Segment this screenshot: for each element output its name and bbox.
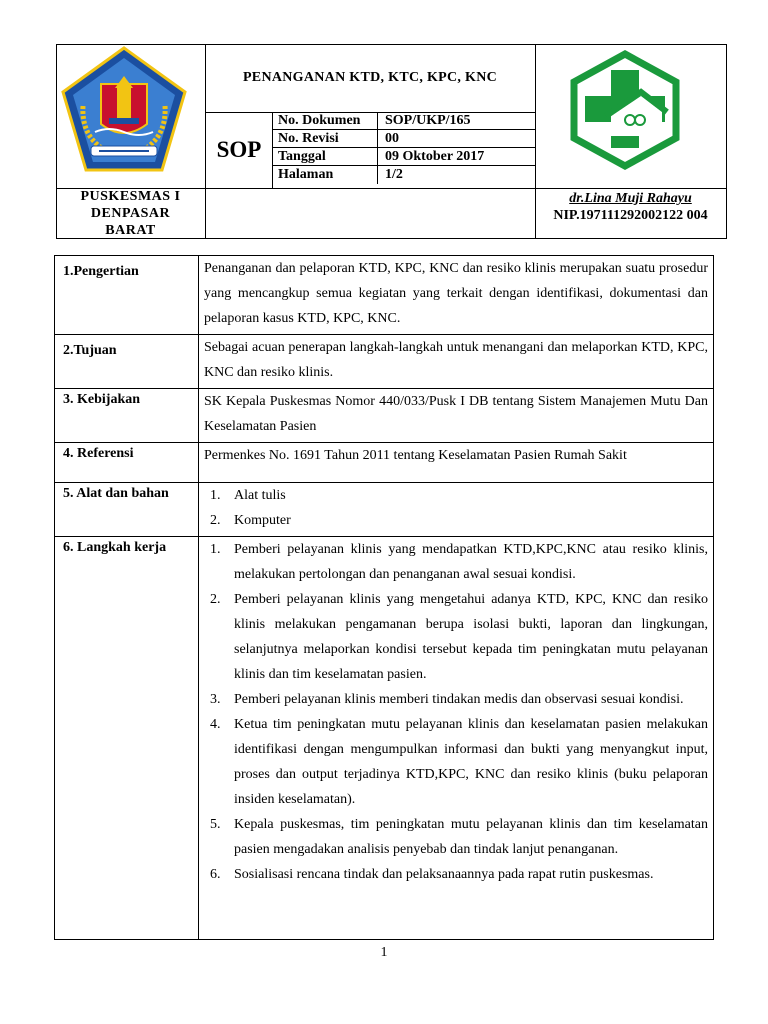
list-text: Ketua tim peningkatan mutu pelayanan klinis dan keselamatan pasien melakukan identifikasi dengan mengumpulkan informasi dan bukti yang menyangkut input, proses dan output terjadinya KTD,KPC, KNC dan resiko klinis (buku pelaporan insiden keselamatan). xyxy=(234,717,708,807)
section-row xyxy=(55,483,714,537)
section-content: Permenkes No. 1691 Tahun 2011 tentang Keselamatan Pasien Rumah Sakit xyxy=(199,443,714,483)
list-number: 2. xyxy=(210,513,221,528)
denpasar-city-emblem-icon xyxy=(61,46,188,174)
signatory-nip: NIP.197111292002122 004 xyxy=(553,208,708,223)
list-text: Komputer xyxy=(234,513,291,528)
doc-info-value: 1/2 xyxy=(385,167,403,182)
procedure-steps-list xyxy=(204,537,708,887)
section-content: SK Kepala Puskesmas Nomor 440/033/Pusk I DB tentang Sistem Manajemen Mutu Dan Keselamatan Pasien xyxy=(199,389,714,443)
section-label: 2.Tujuan xyxy=(55,335,199,389)
organization-line: BARAT xyxy=(105,223,156,238)
header-border-right xyxy=(726,44,727,239)
section-row xyxy=(55,389,714,443)
organization-name xyxy=(56,188,205,238)
section-row xyxy=(55,335,714,389)
section-label: 4. Referensi xyxy=(55,443,199,483)
doc-info-row xyxy=(272,148,535,166)
doc-info-key: No. Revisi xyxy=(272,130,378,147)
doc-info-row xyxy=(272,112,535,130)
page-number: 1 xyxy=(380,945,388,960)
doc-info-value: 09 Oktober 2017 xyxy=(385,149,485,164)
list-text: Pemberi pelayanan klinis yang mendapatkan KTD,KPC,KNC atau resiko klinis, melakukan pertolongan dan penanganan awal sesuai kondisi. xyxy=(234,542,708,582)
list-number: 4. xyxy=(210,717,221,732)
section-row xyxy=(55,537,714,940)
section-row xyxy=(55,443,714,483)
section-label: 1.Pengertian xyxy=(55,256,199,335)
section-label: 6. Langkah kerja xyxy=(55,537,199,940)
signatory-block xyxy=(535,190,726,238)
section-label: 3. Kebijakan xyxy=(55,389,199,443)
list-number: 5. xyxy=(210,817,221,832)
list-item xyxy=(204,537,708,587)
section-content xyxy=(199,537,714,940)
section-content: Penanganan dan pelaporan KTD, KPC, KNC dan resiko klinis merupakan suatu prosedur yang mencangkup semua kegiatan yang terkait dengan identifikasi, dokumentasi dan pelaporan kasus KTD, KPC, KNC. xyxy=(199,256,714,335)
organization-line: DENPASAR xyxy=(90,206,171,221)
sop-content-table xyxy=(54,255,714,940)
list-text: Alat tulis xyxy=(234,488,286,503)
document-title: PENANGANAN KTD, KTC, KPC, KNC xyxy=(242,70,498,85)
list-item xyxy=(204,483,708,508)
doc-info-key: No. Dokumen xyxy=(272,112,378,129)
doc-info-key: Halaman xyxy=(272,166,378,184)
doc-info-value: 00 xyxy=(385,131,399,146)
list-text: Pemberi pelayanan klinis memberi tindakan medis dan observasi sesuai kondisi. xyxy=(234,692,684,707)
signatory-name: dr.Lina Muji Rahayu xyxy=(569,191,692,206)
section-content: Sebagai acuan penerapan langkah-langkah untuk menangani dan melaporkan KTD, KPC, KNC dan resiko klinis. xyxy=(199,335,714,389)
list-number: 2. xyxy=(210,592,221,607)
sop-label: SOP xyxy=(216,137,262,162)
doc-info-key: Tanggal xyxy=(272,148,378,165)
section-row xyxy=(55,256,714,335)
list-number: 1. xyxy=(210,488,221,503)
doc-info-value: SOP/UKP/165 xyxy=(385,113,471,128)
tools-list xyxy=(204,483,708,533)
doc-info-row xyxy=(272,130,535,148)
list-number: 3. xyxy=(210,692,221,707)
document-info-table xyxy=(272,112,535,184)
list-item xyxy=(204,687,708,712)
list-number: 1. xyxy=(210,542,221,557)
list-item xyxy=(204,587,708,687)
section-content xyxy=(199,483,714,537)
list-number: 6. xyxy=(210,867,221,882)
list-text: Kepala puskesmas, tim peningkatan mutu pelayanan klinis dan tim keselamatan pasien mengadakan analisis penyebab dan tindak lanjut penanganan. xyxy=(234,817,708,857)
list-text: Sosialisasi rencana tindak dan pelaksanaannya pada rapat rutin puskesmas. xyxy=(234,867,654,882)
list-text: Pemberi pelayanan klinis yang mengetahui adanya KTD, KPC, KNC dan resiko klinis melakukan pengamanan berupa isolasi bukti, laporan dan lingkungan, selanjutnya melaporkan kondisi tersebut kepada tim peningkatan mutu pelayanan klinis dan tim keselamatan pasien. xyxy=(234,592,708,682)
doc-info-row xyxy=(272,166,535,184)
list-item xyxy=(204,812,708,862)
puskesmas-green-cross-logo-icon xyxy=(568,50,683,170)
section-label: 5. Alat dan bahan xyxy=(55,483,199,537)
organization-line: PUSKESMAS I xyxy=(80,189,181,204)
list-item xyxy=(204,712,708,812)
list-item xyxy=(204,862,708,887)
list-item xyxy=(204,508,708,533)
